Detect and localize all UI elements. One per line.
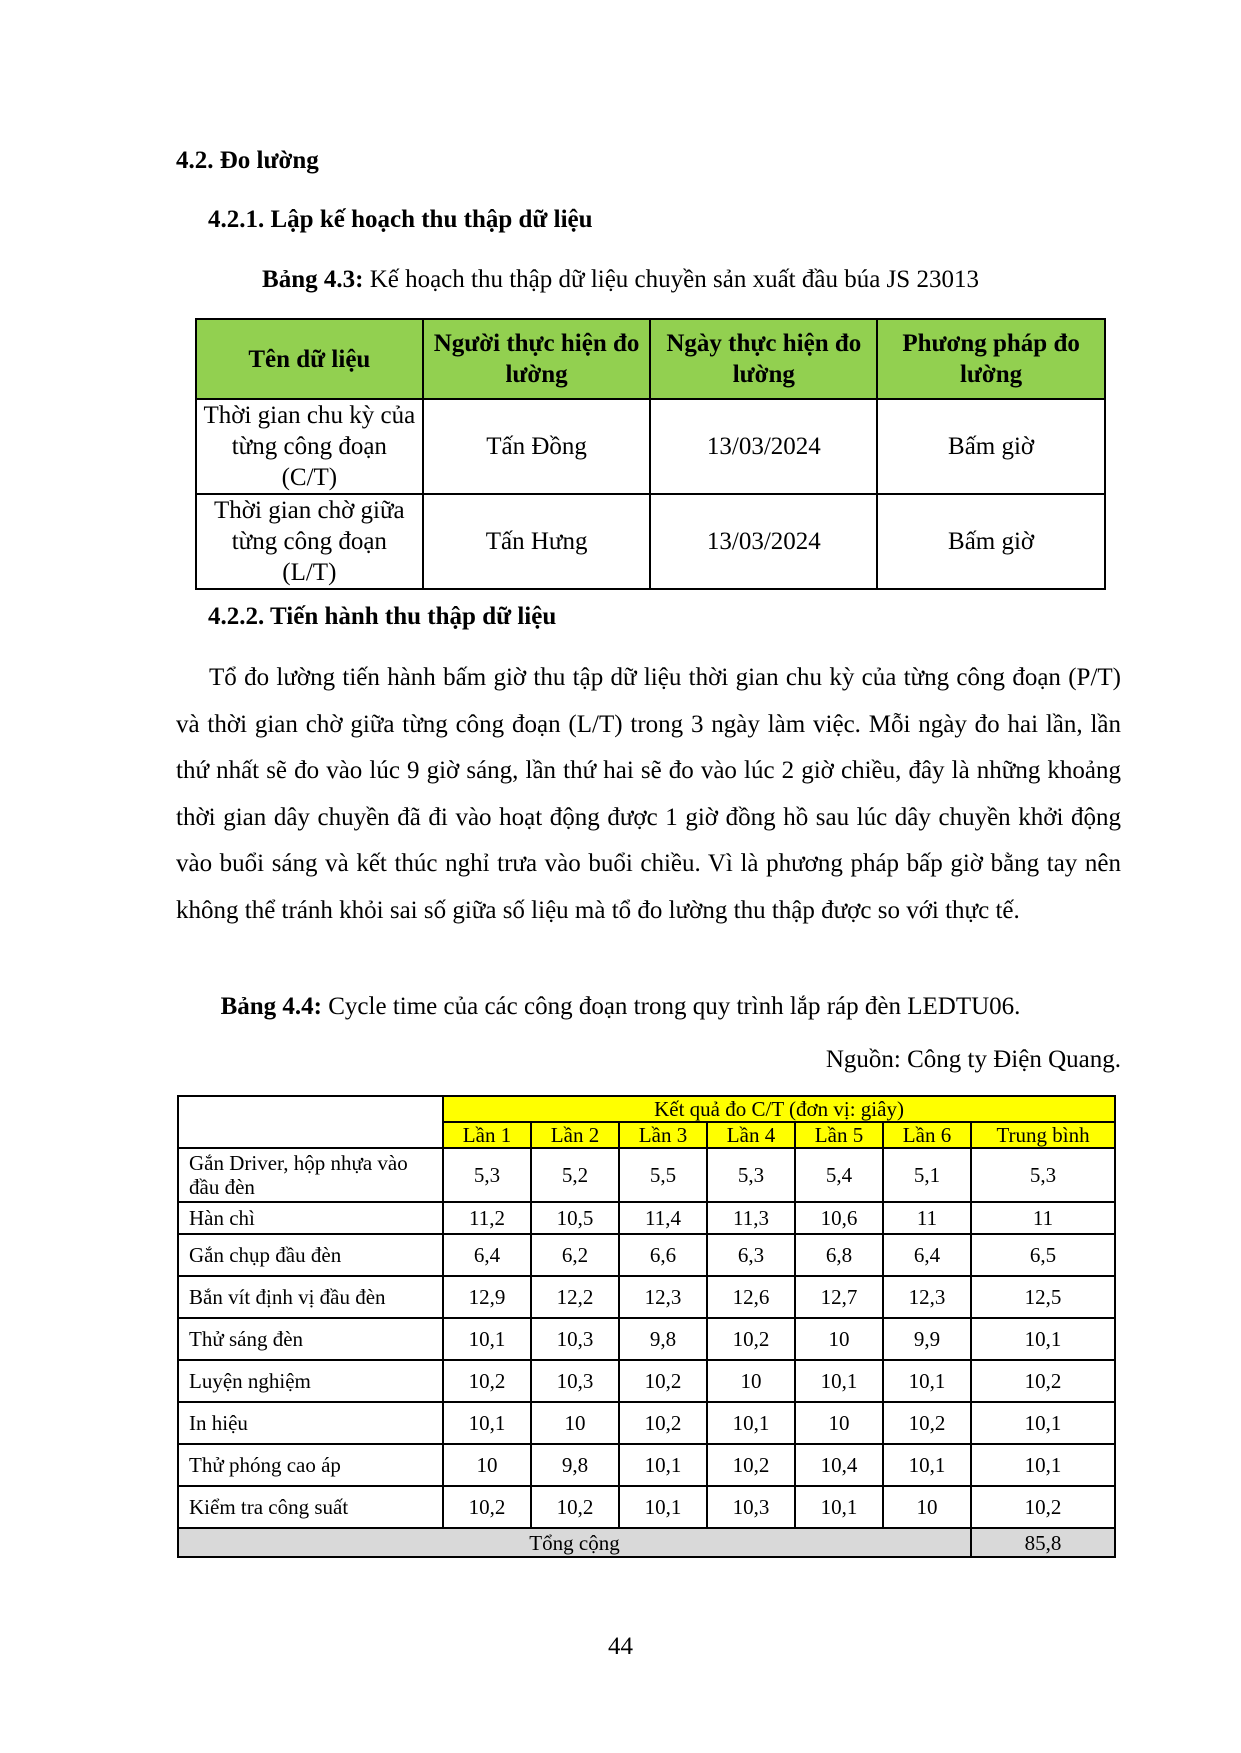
table2-cell: 10: [795, 1402, 883, 1444]
table2-total-row: [178, 1528, 1115, 1557]
table2-cell: 10,3: [531, 1360, 619, 1402]
table2-cell: 6,6: [619, 1234, 707, 1276]
section-heading: 4.2. Đo lường: [176, 147, 319, 174]
table2-column-header: Lần 5: [795, 1122, 883, 1148]
table2-row-label: Gắn Driver, hộp nhựa vào đầu đèn: [178, 1148, 443, 1202]
table2-cell: 5,1: [883, 1148, 971, 1202]
table2-cell: 12,9: [443, 1276, 531, 1318]
table2-caption-text: Cycle time của các công đoạn trong quy trình lắp ráp đèn LEDTU06.: [322, 993, 1021, 1020]
table2-cell: 10,3: [707, 1486, 795, 1528]
table2-cell: 9,9: [883, 1318, 971, 1360]
table2-cell: 10,1: [883, 1444, 971, 1486]
table2-cell: 12,2: [531, 1276, 619, 1318]
table-row: [178, 1202, 1115, 1234]
table2-cell: 10: [531, 1402, 619, 1444]
table1-cell: Bấm giờ: [877, 399, 1105, 494]
table2-cell: 10,1: [707, 1402, 795, 1444]
table2-column-header: Lần 1: [443, 1122, 531, 1148]
table2-cell: 6,8: [795, 1234, 883, 1276]
table2-cell: 10: [795, 1318, 883, 1360]
table2-cell: 10,6: [795, 1202, 883, 1234]
table1-cell: Tấn Đồng: [423, 399, 651, 494]
subsection-heading-plan: 4.2.1. Lập kế hoạch thu thập dữ liệu: [208, 206, 593, 233]
table1-header-row: [196, 319, 1105, 399]
table2-cell: 10,5: [531, 1202, 619, 1234]
table-row: [178, 1402, 1115, 1444]
table2-cell: 12,5: [971, 1276, 1115, 1318]
table2-cell: 10,4: [795, 1444, 883, 1486]
table1-header: Phương pháp đo lường: [877, 319, 1105, 399]
table2-column-header: Lần 6: [883, 1122, 971, 1148]
table1-cell: Thời gian chu kỳ của từng công đoạn (C/T): [196, 399, 423, 494]
table2-cell: 5,3: [707, 1148, 795, 1202]
table-row: [178, 1148, 1115, 1202]
data-collection-plan-table: [195, 318, 1106, 590]
table2-cell: 9,8: [619, 1318, 707, 1360]
table2-cell: 11,2: [443, 1202, 531, 1234]
table2-source: Nguồn: Công ty Điện Quang.: [825, 1046, 1121, 1073]
table2-cell: 10,2: [707, 1444, 795, 1486]
table2-cell: 6,4: [883, 1234, 971, 1276]
table2-cell: 10: [707, 1360, 795, 1402]
table2-cell: 10,2: [443, 1360, 531, 1402]
table-row: [196, 494, 1105, 589]
table2-cell: 10,3: [531, 1318, 619, 1360]
table-row: [178, 1234, 1115, 1276]
table2-cell: 10: [443, 1444, 531, 1486]
table2-caption: [0, 993, 1241, 1021]
table2-cell: 10,2: [971, 1360, 1115, 1402]
table2-cell: 10,2: [707, 1318, 795, 1360]
table1-cell: Thời gian chờ giữa từng công đoạn (L/T): [196, 494, 423, 589]
table2-row-label: In hiệu: [178, 1402, 443, 1444]
table2-cell: 5,5: [619, 1148, 707, 1202]
cycle-time-table: [177, 1095, 1116, 1558]
table2-cell: 10,1: [971, 1402, 1115, 1444]
table-row: [178, 1486, 1115, 1528]
table2-cell: 10,1: [443, 1402, 531, 1444]
table2-corner-cell: [178, 1096, 443, 1148]
table2-total-value: 85,8: [971, 1528, 1115, 1557]
table1-caption: [0, 266, 1241, 294]
table1-header: Ngày thực hiện đo lường: [650, 319, 877, 399]
table2-cell: 5,2: [531, 1148, 619, 1202]
table2-cell: 10,1: [795, 1360, 883, 1402]
table2-cell: 11,3: [707, 1202, 795, 1234]
table2-cell: 10,1: [971, 1318, 1115, 1360]
table2-cell: 10,1: [619, 1444, 707, 1486]
table2-cell: 6,2: [531, 1234, 619, 1276]
table-row: [178, 1360, 1115, 1402]
table2-cell: 5,3: [443, 1148, 531, 1202]
table1-cell: 13/03/2024: [650, 399, 877, 494]
table2-cell: 12,6: [707, 1276, 795, 1318]
table2-cell: 11: [883, 1202, 971, 1234]
table-row: [178, 1276, 1115, 1318]
table2-row-label: Hàn chì: [178, 1202, 443, 1234]
table2-cell: 12,3: [883, 1276, 971, 1318]
table-row: [196, 399, 1105, 494]
table2-row-label: Kiểm tra công suất: [178, 1486, 443, 1528]
table2-body: [178, 1148, 1115, 1528]
table2-row-label: Bắn vít định vị đầu đèn: [178, 1276, 443, 1318]
table2-row-label: Thử sáng đèn: [178, 1318, 443, 1360]
table2-cell: 12,7: [795, 1276, 883, 1318]
table2-cell: 5,3: [971, 1148, 1115, 1202]
table2-total-label: Tổng cộng: [178, 1528, 971, 1557]
subsection-heading-collect: 4.2.2. Tiến hành thu thập dữ liệu: [208, 603, 557, 630]
table2-cell: 12,3: [619, 1276, 707, 1318]
table2-cell: 10,2: [619, 1402, 707, 1444]
table1-cell: Tấn Hưng: [423, 494, 651, 589]
table2-cell: 10,2: [883, 1402, 971, 1444]
table2-row-label: Thử phóng cao áp: [178, 1444, 443, 1486]
body-paragraph: Tổ đo lường tiến hành bấm giờ thu tập dữ liệu thời gian chu kỳ của từng công đoạn (P/T) và thời gian chờ giữa từng công đoạn (L/T) trong 3 ngày làm việc. Mỗi ngày đo hai lần, lần thứ nhất sẽ đo vào lúc 9 giờ sáng, lần thứ hai sẽ đo vào lúc 2 giờ chiều, đây là những khoảng thời gian dây chuyền đã đi vào hoạt động được 1 giờ đồng hồ sau lúc dây chuyền khởi động vào buổi sáng và kết thúc nghỉ trưa vào buổi chiều. Vì là phương pháp bấp giờ bằng tay nên không thể tránh khỏi sai số giữa số liệu mà tổ đo lường thu thập được so với thực tế.: [176, 664, 1121, 924]
table2-cell: 11,4: [619, 1202, 707, 1234]
table2-column-header: Lần 3: [619, 1122, 707, 1148]
table2-cell: 6,5: [971, 1234, 1115, 1276]
table2-cell: 9,8: [531, 1444, 619, 1486]
table2-cell: 10,1: [795, 1486, 883, 1528]
table2-cell: 10,2: [443, 1486, 531, 1528]
table1-cell: Bấm giờ: [877, 494, 1105, 589]
table2-cell: 10,2: [971, 1486, 1115, 1528]
page-number: 44: [608, 1633, 633, 1660]
table-row: [178, 1444, 1115, 1486]
table2-cell: 5,4: [795, 1148, 883, 1202]
table2-row-label: Gắn chụp đầu đèn: [178, 1234, 443, 1276]
table2-column-header: Lần 2: [531, 1122, 619, 1148]
table2-group-header: Kết quả đo C/T (đơn vị: giây): [443, 1096, 1115, 1122]
table2-row-label: Luyện nghiệm: [178, 1360, 443, 1402]
table2-cell: 10,1: [971, 1444, 1115, 1486]
table2-cell: 10,1: [619, 1486, 707, 1528]
table-row: [178, 1318, 1115, 1360]
table2-group-header-row: [178, 1096, 1115, 1122]
table1-caption-text: Kế hoạch thu thập dữ liệu chuyền sản xuất đầu búa JS 23013: [363, 266, 979, 293]
table1-header: Người thực hiện đo lường: [423, 319, 651, 399]
table1-header: Tên dữ liệu: [196, 319, 423, 399]
table2-caption-label: Bảng 4.4:: [220, 993, 322, 1020]
table2-cell: 10,1: [883, 1360, 971, 1402]
table2-cell: 10,2: [619, 1360, 707, 1402]
table2-cell: 10,1: [443, 1318, 531, 1360]
table2-cell: 10,2: [531, 1486, 619, 1528]
table2-cell: 6,4: [443, 1234, 531, 1276]
table2-cell: 10: [883, 1486, 971, 1528]
table2-column-header: Lần 4: [707, 1122, 795, 1148]
table2-cell: 6,3: [707, 1234, 795, 1276]
table2-cell: 11: [971, 1202, 1115, 1234]
table1-caption-label: Bảng 4.3:: [262, 266, 364, 293]
table2-column-header: Trung bình: [971, 1122, 1115, 1148]
table1-cell: 13/03/2024: [650, 494, 877, 589]
